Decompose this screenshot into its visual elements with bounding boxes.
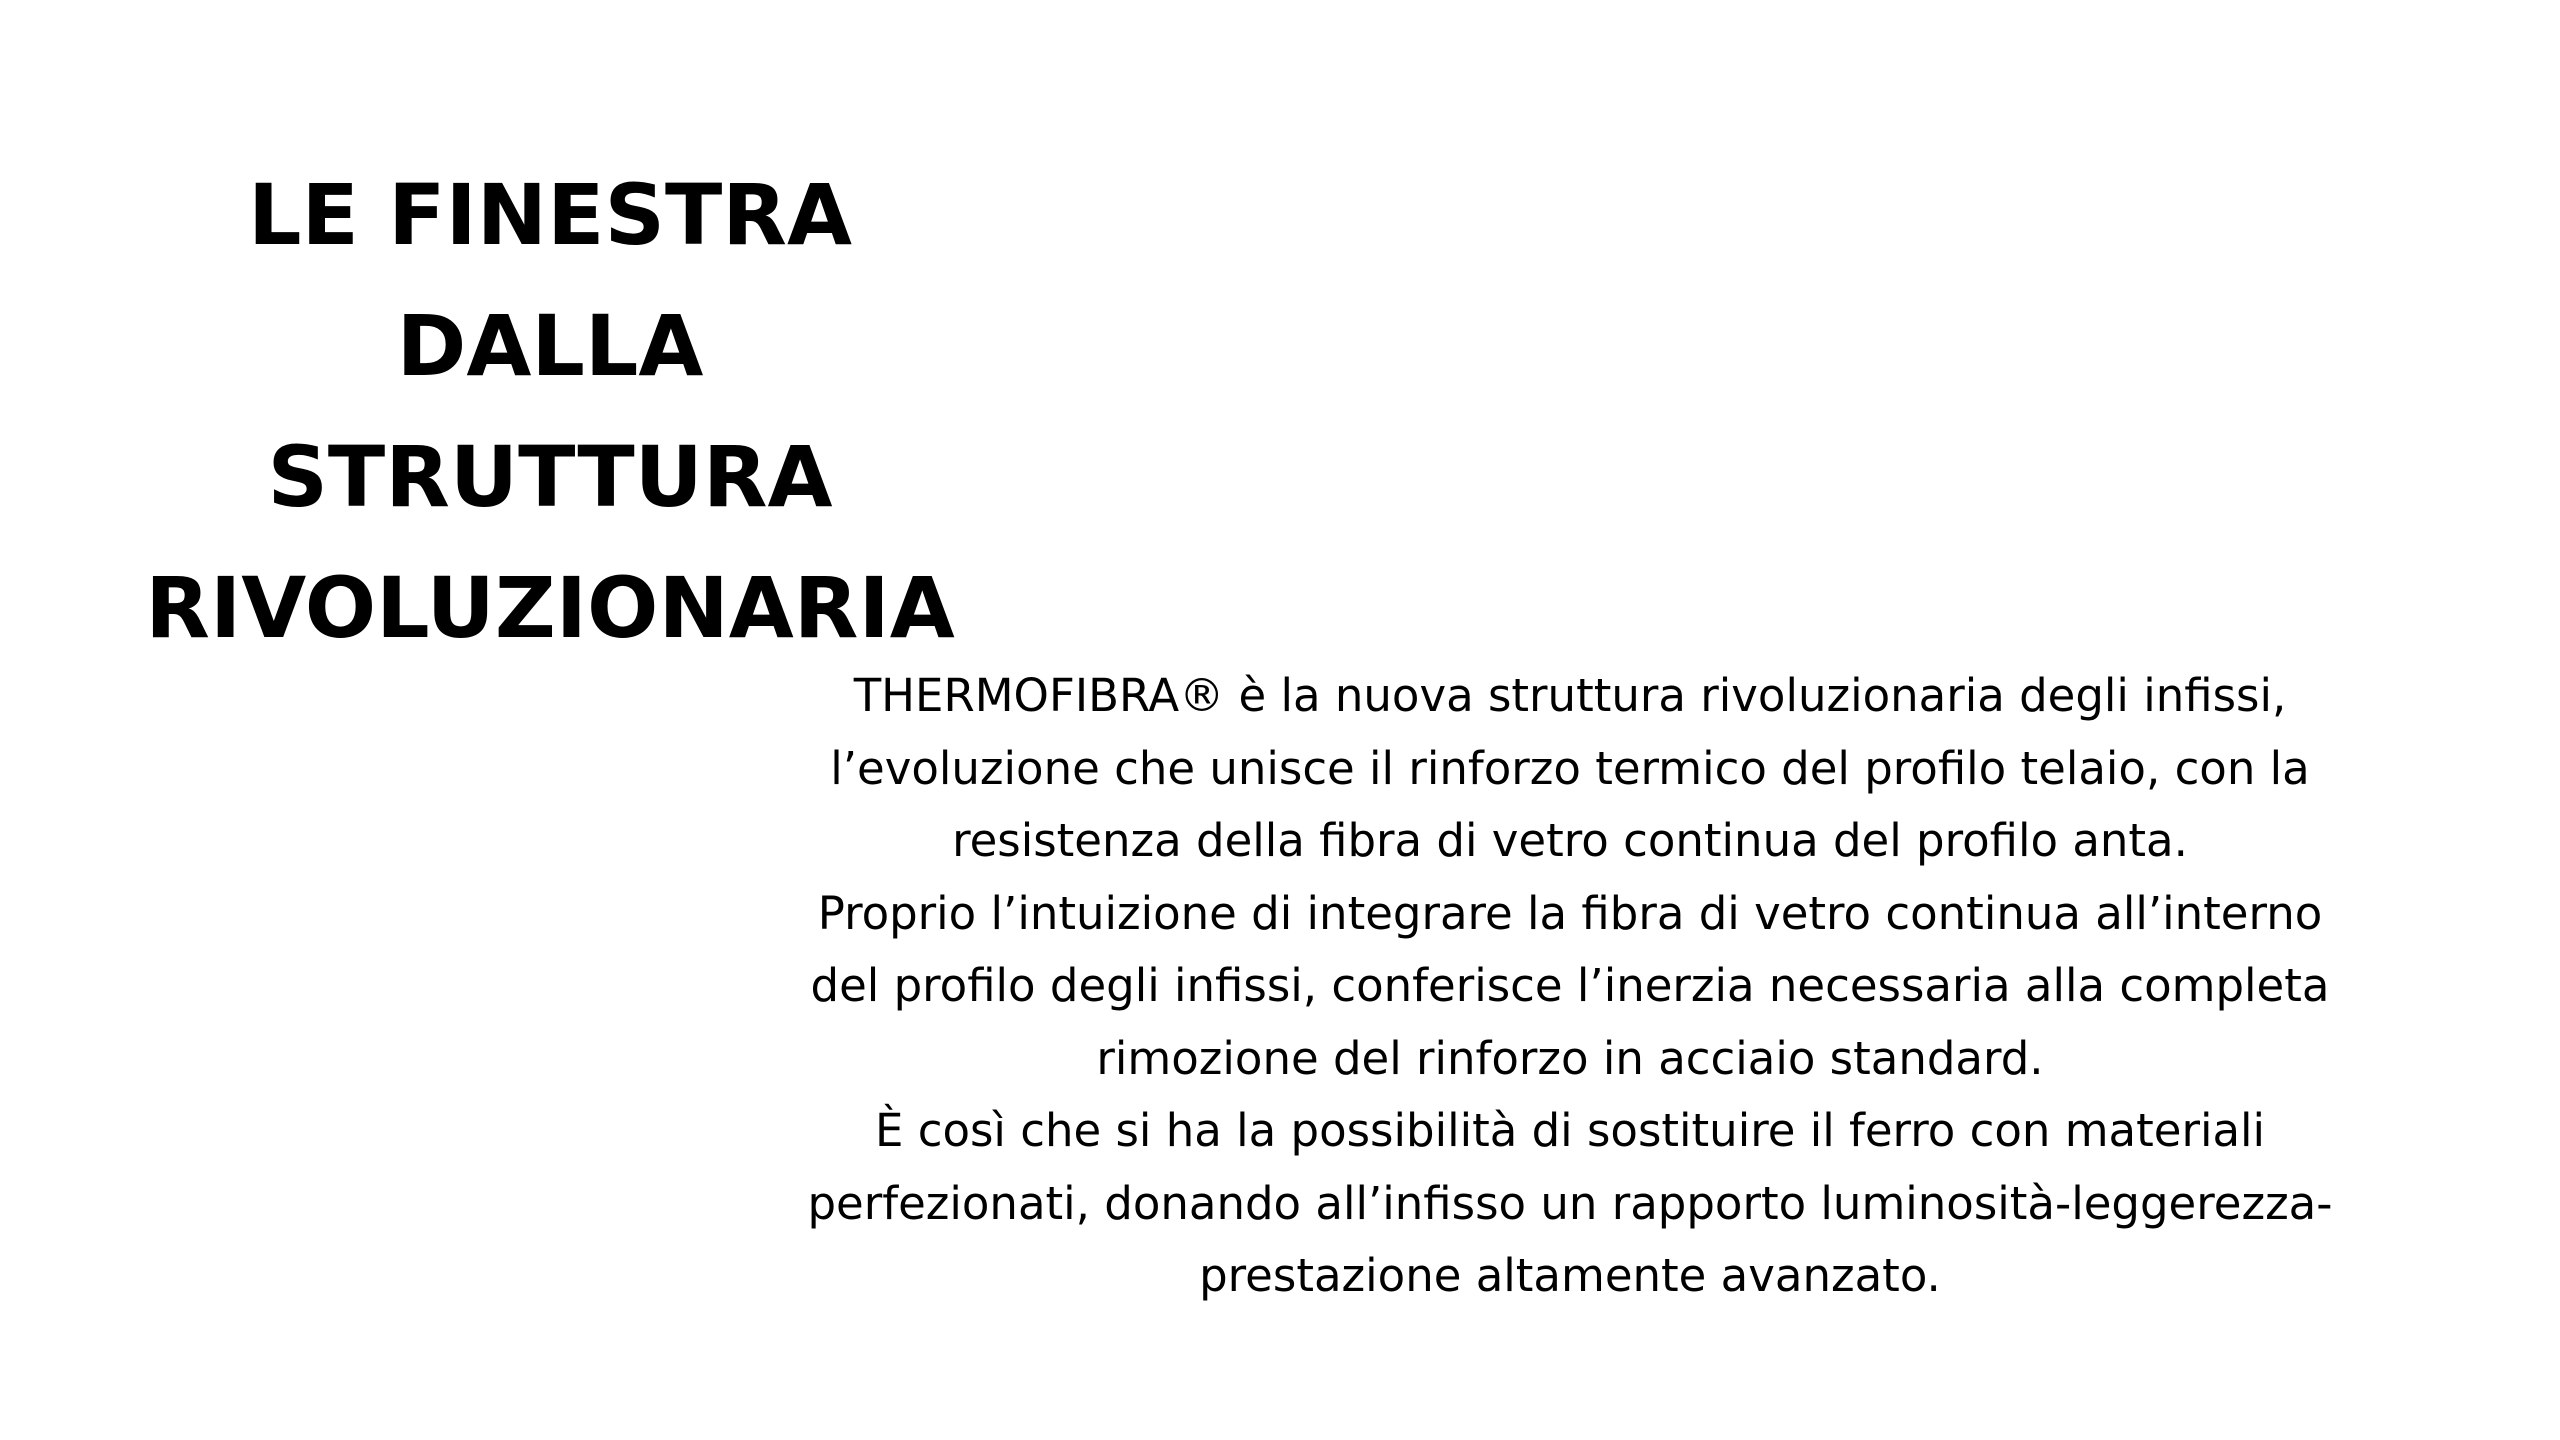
paragraph-line: del profilo degli infissi, conferisce l’inerzia necessaria alla completa	[810, 959, 2330, 1012]
page-title	[140, 150, 960, 674]
title-line: DALLA	[396, 297, 704, 395]
title-line: LE FINESTRA	[248, 166, 852, 264]
paragraph-line: Proprio l’intuizione di integrare la fibra di vetro continua all’interno	[817, 886, 2323, 940]
paragraph-line: prestazione altamente avanzato.	[1199, 1249, 1941, 1302]
paragraph-line: resistenza della fibra di vetro continua del profilo anta.	[952, 814, 2188, 867]
description-paragraph	[720, 660, 2420, 1313]
paragraph-line: È così che si ha la possibilità di sostituire il ferro con materiali	[874, 1104, 2266, 1157]
title-line: STRUTTURA	[267, 428, 833, 526]
title-line: RIVOLUZIONARIA	[145, 559, 955, 657]
paragraph-line: l’evoluzione che unisce il rinforzo termico del profilo telaio, con la	[830, 741, 2310, 795]
paragraph-line: perfezionati, donando all’infisso un rapporto luminosità-leggerezza-	[807, 1176, 2333, 1230]
paragraph-line: rimozione del rinforzo in acciaio standard.	[1096, 1031, 2044, 1085]
paragraph-line: THERMOFIBRA® è la nuova struttura rivoluzionaria degli infissi,	[853, 669, 2287, 722]
